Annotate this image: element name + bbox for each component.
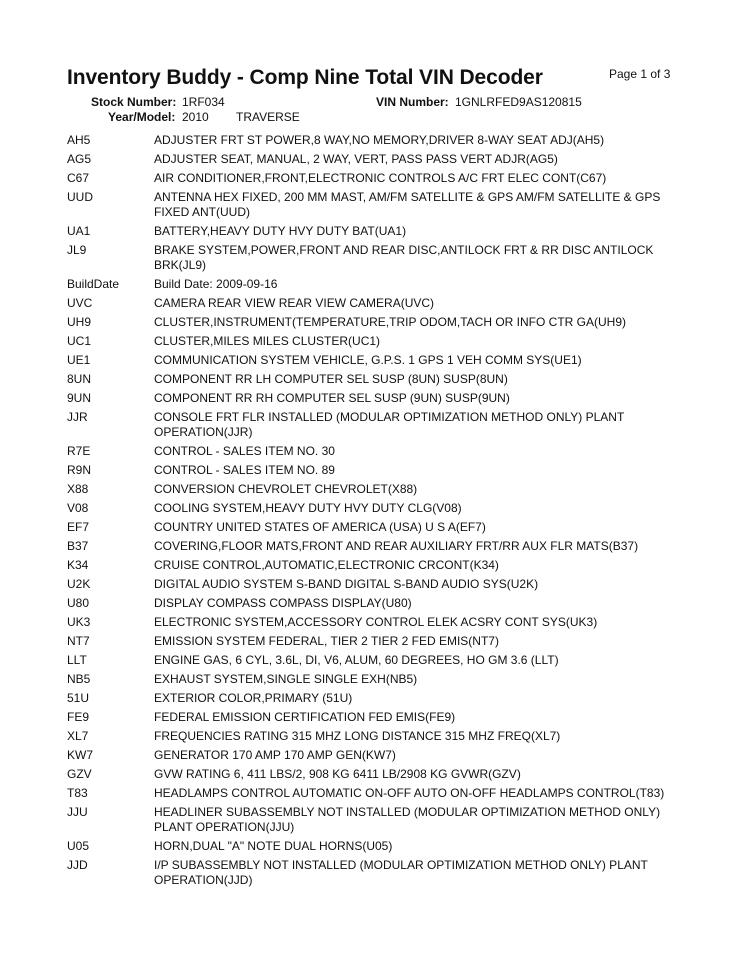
option-row xyxy=(67,691,687,710)
option-code: JL9 xyxy=(67,243,87,257)
option-code: UH9 xyxy=(67,315,92,329)
option-code: UK3 xyxy=(67,615,91,629)
option-description: CLUSTER,INSTRUMENT(TEMPERATURE,TRIP ODOM,TACH OR INFO CTR GA(UH9) xyxy=(154,315,627,329)
option-code: UUD xyxy=(67,190,93,204)
option-description: BATTERY,HEAVY DUTY HVY DUTY BAT(UA1) xyxy=(154,224,407,238)
option-row xyxy=(67,839,687,858)
option-row xyxy=(67,315,687,334)
option-description: CONVERSION CHEVROLET CHEVROLET(X88) xyxy=(154,482,418,496)
option-description: FEDERAL EMISSION CERTIFICATION FED EMIS(FE9) xyxy=(154,710,456,724)
option-row xyxy=(67,482,687,501)
option-code: C67 xyxy=(67,171,90,185)
option-code: KW7 xyxy=(67,748,94,762)
option-row xyxy=(67,596,687,615)
option-description: ADJUSTER SEAT, MANUAL, 2 WAY, VERT, PASS PASS VERT ADJR(AG5) xyxy=(154,152,558,166)
option-row xyxy=(67,372,687,391)
option-row xyxy=(67,558,687,577)
option-code: U05 xyxy=(67,839,90,853)
option-description: HEADLINER SUBASSEMBLY NOT INSTALLED (MODULAR OPTIMIZATION METHOD ONLY) PLANT OPERATION(JJU) xyxy=(154,805,661,834)
option-row xyxy=(67,539,687,558)
option-row xyxy=(67,277,687,296)
option-description: DISPLAY COMPASS COMPASS DISPLAY(U80) xyxy=(154,596,412,610)
option-description: ANTENNA HEX FIXED, 200 MM MAST, AM/FM SATELLITE & GPS AM/FM SATELLITE & GPS FIXED ANT(UUD) xyxy=(154,190,661,219)
option-code: R9N xyxy=(67,463,92,477)
option-description: CONTROL - SALES ITEM NO. 89 xyxy=(154,463,335,477)
option-description: HEADLAMPS CONTROL AUTOMATIC ON-OFF AUTO ON-OFF HEADLAMPS CONTROL(T83) xyxy=(154,786,665,800)
option-description: COUNTRY UNITED STATES OF AMERICA (USA) U S A(EF7) xyxy=(154,520,486,534)
option-code: UVC xyxy=(67,296,93,310)
option-description: COMPONENT RR RH COMPUTER SEL SUSP (9UN) SUSP(9UN) xyxy=(154,391,510,405)
option-code: 51U xyxy=(67,691,90,705)
option-row xyxy=(67,296,687,315)
option-description: EXHAUST SYSTEM,SINGLE SINGLE EXH(NB5) xyxy=(154,672,418,686)
option-row xyxy=(67,577,687,596)
option-code: FE9 xyxy=(67,710,90,724)
option-description: ENGINE GAS, 6 CYL, 3.6L, DI, V6, ALUM, 60 DEGREES, HO GM 3.6 (LLT) xyxy=(154,653,559,667)
option-row xyxy=(67,334,687,353)
option-code: XL7 xyxy=(67,729,89,743)
option-row xyxy=(67,190,687,224)
option-code: 9UN xyxy=(67,391,92,405)
option-code-list xyxy=(67,133,687,892)
option-row xyxy=(67,710,687,729)
option-description: DIGITAL AUDIO SYSTEM S-BAND DIGITAL S-BAND AUDIO SYS(U2K) xyxy=(154,577,539,591)
option-code: EF7 xyxy=(67,520,90,534)
option-code: K34 xyxy=(67,558,89,572)
option-description: COMPONENT RR LH COMPUTER SEL SUSP (8UN) SUSP(8UN) xyxy=(154,372,508,386)
option-row xyxy=(67,391,687,410)
vin-number-value: 1GNLRFED9AS120815 xyxy=(455,95,582,109)
option-code: T83 xyxy=(67,786,88,800)
stock-number-value: 1RF034 xyxy=(182,95,225,109)
option-code: UC1 xyxy=(67,334,92,348)
option-code: BuildDate xyxy=(67,277,120,291)
option-code: AH5 xyxy=(67,133,91,147)
document-title: Inventory Buddy - Comp Nine Total VIN Decoder xyxy=(67,66,543,89)
option-description: FREQUENCIES RATING 315 MHZ LONG DISTANCE 315 MHZ FREQ(XL7) xyxy=(154,729,561,743)
option-row xyxy=(67,748,687,767)
option-row xyxy=(67,615,687,634)
option-description: GVW RATING 6, 411 LBS/2, 908 KG 6411 LB/2908 KG GVWR(GZV) xyxy=(154,767,521,781)
option-code: LLT xyxy=(67,653,87,667)
option-description: I/P SUBASSEMBLY NOT INSTALLED (MODULAR OPTIMIZATION METHOD ONLY) PLANT OPERATION(JJD) xyxy=(154,858,648,887)
option-code: JJU xyxy=(67,805,88,819)
option-description: HORN,DUAL "A" NOTE DUAL HORNS(U05) xyxy=(154,839,393,853)
option-code: UE1 xyxy=(67,353,91,367)
option-row xyxy=(67,353,687,372)
option-row xyxy=(67,133,687,152)
option-description: COOLING SYSTEM,HEAVY DUTY HVY DUTY CLG(V08) xyxy=(154,501,462,515)
option-code: U2K xyxy=(67,577,91,591)
option-description: CAMERA REAR VIEW REAR VIEW CAMERA(UVC) xyxy=(154,296,435,310)
option-description: CONSOLE FRT FLR INSTALLED (MODULAR OPTIMIZATION METHOD ONLY) PLANT OPERATION(JJR) xyxy=(154,410,625,439)
option-row xyxy=(67,672,687,691)
option-row xyxy=(67,243,687,277)
option-row xyxy=(67,152,687,171)
option-row xyxy=(67,786,687,805)
stock-number-label: Stock Number: xyxy=(91,95,177,109)
option-row xyxy=(67,634,687,653)
option-row xyxy=(67,444,687,463)
option-description: CONTROL - SALES ITEM NO. 30 xyxy=(154,444,335,458)
option-code: NT7 xyxy=(67,634,90,648)
option-code: R7E xyxy=(67,444,91,458)
option-description: AIR CONDITIONER,FRONT,ELECTRONIC CONTROLS A/C FRT ELEC CONT(C67) xyxy=(154,171,607,185)
option-row xyxy=(67,729,687,748)
option-row xyxy=(67,520,687,539)
option-code: U80 xyxy=(67,596,90,610)
option-description: COMMUNICATION SYSTEM VEHICLE, G.P.S. 1 GPS 1 VEH COMM SYS(UE1) xyxy=(154,353,582,367)
option-code: JJD xyxy=(67,858,88,872)
option-code: UA1 xyxy=(67,224,91,238)
option-code: AG5 xyxy=(67,152,92,166)
option-code: JJR xyxy=(67,410,88,424)
year-model-label: Year/Model: xyxy=(108,110,176,124)
option-description: EMISSION SYSTEM FEDERAL, TIER 2 TIER 2 FED EMIS(NT7) xyxy=(154,634,499,648)
option-description: GENERATOR 170 AMP 170 AMP GEN(KW7) xyxy=(154,748,396,762)
option-row xyxy=(67,501,687,520)
model-value: TRAVERSE xyxy=(236,110,300,124)
option-row xyxy=(67,463,687,482)
option-row xyxy=(67,224,687,243)
option-description: CRUISE CONTROL,AUTOMATIC,ELECTRONIC CRCONT(K34) xyxy=(154,558,499,572)
option-code: GZV xyxy=(67,767,92,781)
option-description: Build Date: 2009-09-16 xyxy=(154,277,278,291)
option-row xyxy=(67,805,687,839)
option-row xyxy=(67,653,687,672)
vin-number-label: VIN Number: xyxy=(376,95,449,109)
option-row xyxy=(67,767,687,786)
option-description: COVERING,FLOOR MATS,FRONT AND REAR AUXILIARY FRT/RR AUX FLR MATS(B37) xyxy=(154,539,639,553)
option-code: 8UN xyxy=(67,372,92,386)
option-row xyxy=(67,410,687,444)
option-description: ADJUSTER FRT ST POWER,8 WAY,NO MEMORY,DRIVER 8-WAY SEAT ADJ(AH5) xyxy=(154,133,605,147)
page-number: Page 1 of 3 xyxy=(609,67,671,81)
option-description: CLUSTER,MILES MILES CLUSTER(UC1) xyxy=(154,334,381,348)
option-row xyxy=(67,171,687,190)
option-code: NB5 xyxy=(67,672,91,686)
option-code: X88 xyxy=(67,482,89,496)
option-code: V08 xyxy=(67,501,89,515)
year-value: 2010 xyxy=(182,110,209,124)
option-code: B37 xyxy=(67,539,89,553)
option-row xyxy=(67,858,687,892)
option-description: EXTERIOR COLOR,PRIMARY (51U) xyxy=(154,691,353,705)
option-description: ELECTRONIC SYSTEM,ACCESSORY CONTROL ELEK ACSRY CONT SYS(UK3) xyxy=(154,615,598,629)
option-description: BRAKE SYSTEM,POWER,FRONT AND REAR DISC,ANTILOCK FRT & RR DISC ANTILOCK BRK(JL9) xyxy=(154,243,654,272)
